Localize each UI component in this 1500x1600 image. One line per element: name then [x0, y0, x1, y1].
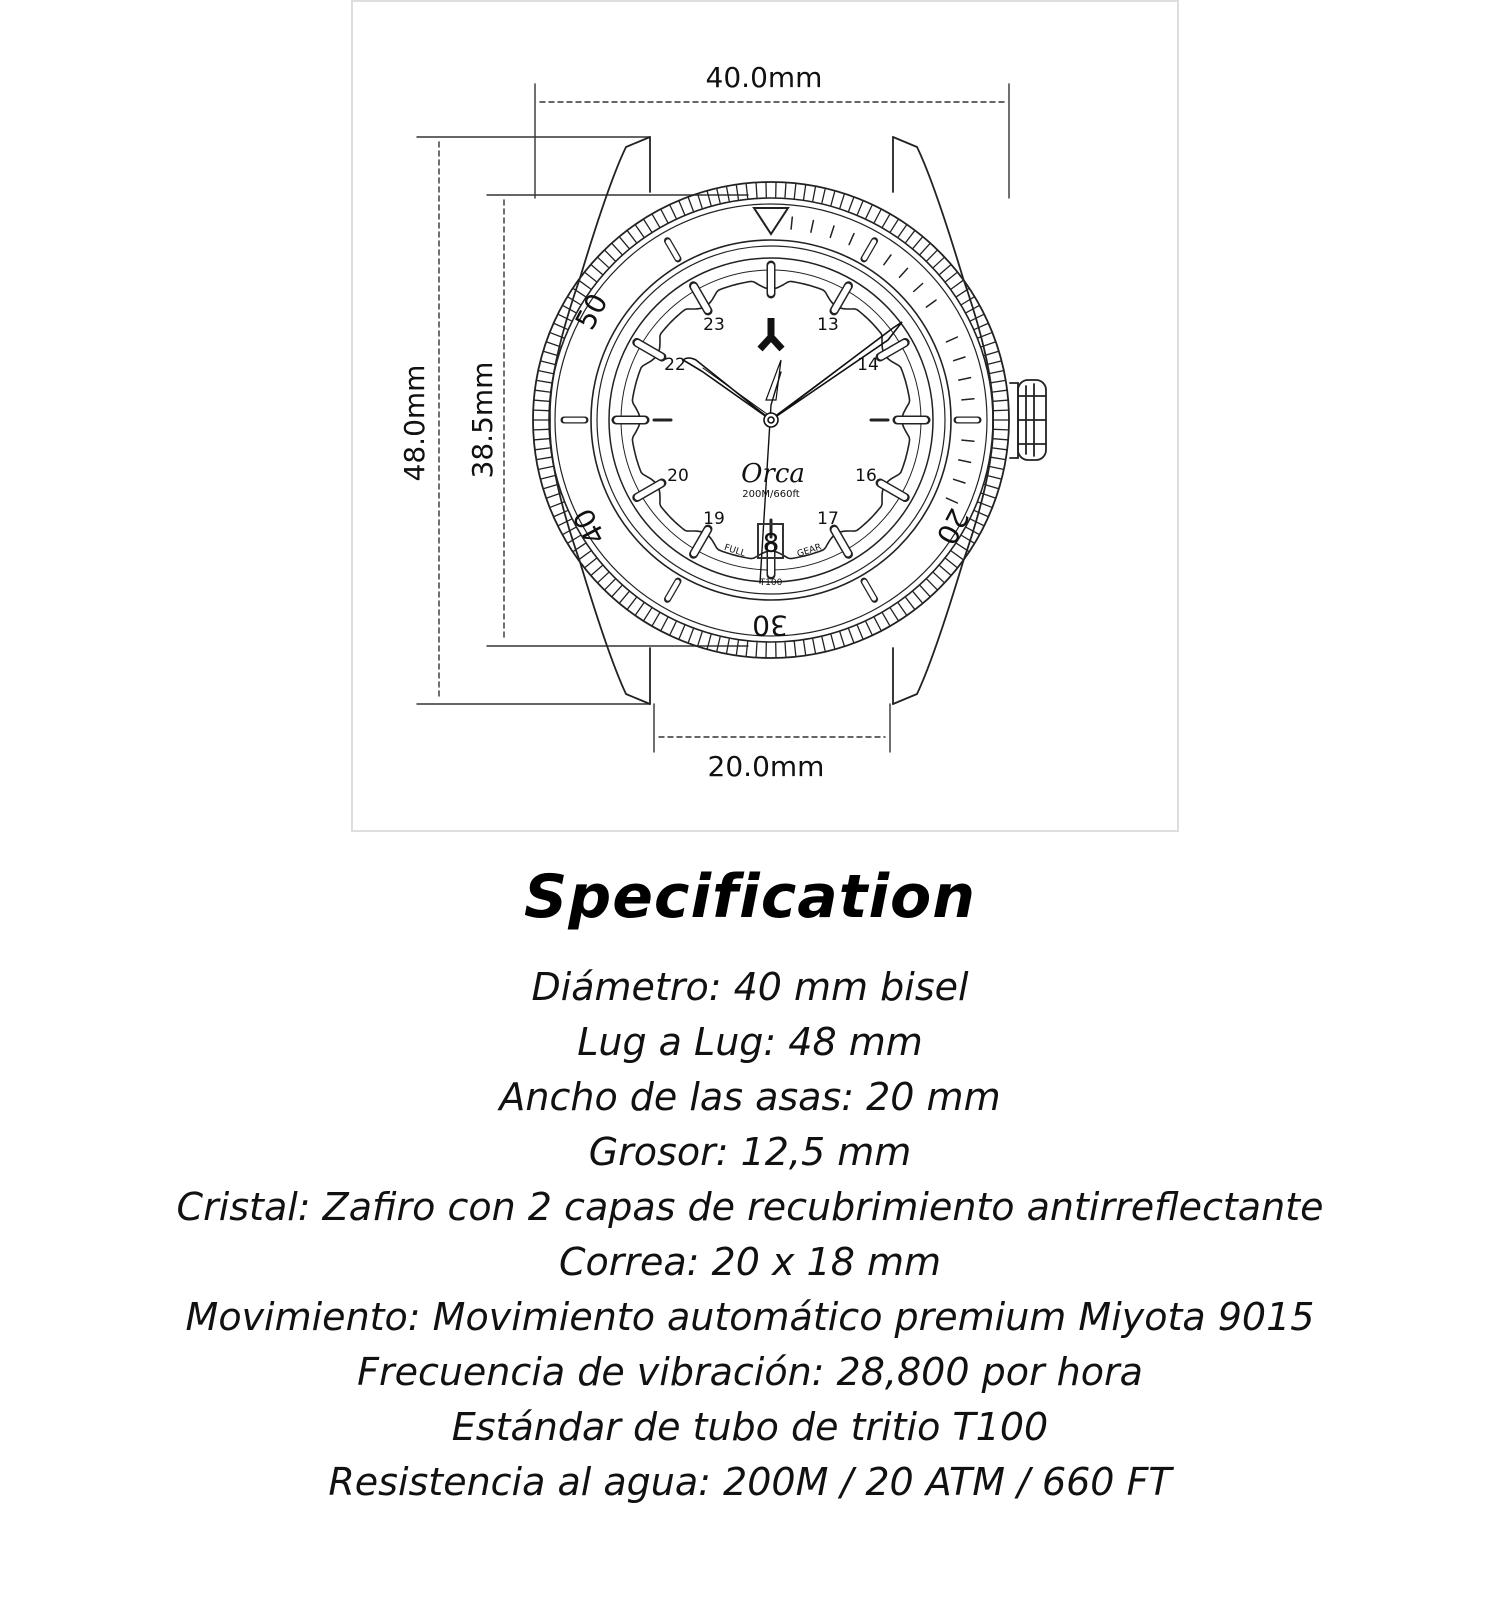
knurl-tick — [992, 390, 1006, 392]
hour-numeral-22: 22 — [664, 355, 686, 375]
spec-line-crystal: Cristal: Zafiro con 2 capas de recubrimiento antirreflectante — [176, 1185, 1324, 1229]
knurl-tick — [717, 637, 720, 651]
knurl-tick — [612, 244, 621, 254]
hour-numeral-17: 17 — [817, 509, 839, 529]
knurl-tick — [539, 371, 553, 374]
spec-line-diameter: Diámetro: 40 mm bisel — [531, 965, 969, 1009]
knurl-tick — [670, 622, 676, 635]
knurl-tick — [794, 642, 796, 656]
knurl-tick — [992, 448, 1006, 450]
knurl-tick — [598, 573, 608, 583]
bezel-minute-tick — [830, 226, 834, 237]
knurl-tick — [644, 608, 652, 620]
spec-line-frequency: Frecuencia de vibración: 28,800 por hora — [357, 1350, 1143, 1394]
knurl-tick — [913, 592, 922, 603]
knurl-tick — [653, 215, 660, 227]
knurl-tick — [934, 573, 944, 583]
knurl-tick — [756, 184, 757, 198]
knurl-tick — [541, 476, 555, 479]
knurl-tick — [940, 566, 951, 575]
knurl-tick — [605, 579, 615, 589]
knurl-tick — [927, 579, 937, 589]
knurl-tick — [547, 342, 560, 347]
knurl-tick — [987, 361, 1001, 364]
knurl-tick — [883, 613, 890, 625]
bezel-minute-tick — [811, 221, 814, 233]
knurl-tick — [989, 371, 1003, 374]
knurl-tick — [831, 635, 835, 649]
knurl-tick — [906, 231, 915, 242]
knurl-tick — [946, 559, 957, 568]
knurl-tick — [661, 210, 668, 222]
knurl-tick — [688, 629, 693, 642]
knurl-tick — [605, 251, 615, 261]
bezel-numeral-40: 40 — [566, 502, 613, 550]
knurl-tick — [670, 206, 676, 219]
knurl-tick — [756, 643, 757, 657]
knurl-tick — [547, 493, 560, 498]
knurl-tick — [975, 511, 988, 517]
knurl-tick — [535, 400, 549, 401]
knurl-tick — [874, 210, 881, 222]
case-width-label: 40.0mm — [705, 61, 823, 94]
dial-date: 8 — [762, 529, 780, 559]
knurl-tick — [951, 281, 962, 289]
knurl-tick — [985, 352, 998, 356]
knurl-tick — [592, 265, 603, 274]
spec-line-water-resistance: Resistencia al agua: 200M / 20 ATM / 660 FT — [328, 1460, 1172, 1504]
knurl-tick — [813, 187, 816, 201]
orca-logo-icon — [760, 318, 782, 349]
knurl-tick — [989, 466, 1003, 469]
knurl-tick — [661, 618, 668, 630]
hour-numeral-23: 23 — [703, 315, 725, 335]
knurl-tick — [544, 352, 557, 356]
knurl-tick — [688, 198, 693, 211]
case-diameter-label: 38.5mm — [466, 361, 499, 479]
knurl-tick — [975, 324, 988, 330]
dial-brand: Orca — [741, 459, 805, 489]
knurl-tick — [906, 598, 915, 609]
bezel-numeral-50: 50 — [568, 288, 615, 336]
bezel-minute-tick — [946, 337, 957, 342]
knurl-tick — [579, 281, 590, 289]
knurl-tick — [746, 184, 748, 198]
knurl-tick — [994, 410, 1008, 411]
knurl-tick — [534, 410, 548, 411]
knurl-tick — [679, 626, 684, 639]
bezel-minute-tick — [962, 399, 974, 400]
knurl-tick — [535, 439, 549, 440]
strap-width-label: 20.0mm — [707, 750, 825, 783]
knurl-tick — [707, 192, 711, 206]
knurl-tick — [598, 258, 608, 268]
knurl-tick — [934, 258, 944, 268]
knurl-tick — [804, 186, 806, 200]
bezel-triangle-pip — [754, 208, 788, 234]
spec-line-strap: Correa: 20 x 18 mm — [558, 1240, 942, 1284]
bezel-minute-tick — [946, 498, 957, 503]
knurl-tick — [857, 626, 862, 639]
knurl-tick — [785, 184, 786, 198]
knurl-tick — [891, 220, 899, 232]
knurl-tick — [679, 202, 684, 215]
dial-text-full: FULL — [722, 542, 747, 560]
bezel-minute-tick — [954, 357, 965, 361]
knurl-tick — [717, 189, 720, 203]
knurl-tick — [794, 184, 796, 198]
knurl-tick — [698, 632, 702, 645]
knurl-tick — [636, 603, 644, 615]
knurl-tick — [951, 551, 962, 559]
knurl-tick — [993, 400, 1007, 401]
spec-line-lug-width: Ancho de las asas: 20 mm — [499, 1075, 1001, 1119]
hour-hand — [683, 358, 771, 420]
hour-numeral-13: 13 — [817, 315, 839, 335]
knurl-tick — [866, 206, 872, 219]
knurl-tick — [920, 586, 929, 596]
bezel-minute-tick — [914, 284, 923, 292]
knurl-tick — [849, 629, 854, 642]
bezel-minute-tick — [791, 217, 792, 229]
knurl-tick — [736, 186, 738, 200]
knurl-tick — [698, 195, 702, 208]
knurl-tick — [579, 551, 590, 559]
knurl-tick — [592, 566, 603, 575]
bezel-numeral-20: 20 — [929, 502, 976, 550]
bezel-minute-tick — [884, 255, 891, 265]
knurl-tick — [866, 622, 872, 635]
bezel-minute-tick — [954, 479, 965, 483]
knurl-tick — [822, 637, 825, 651]
knurl-tick — [840, 195, 844, 208]
knurl-tick — [636, 225, 644, 237]
bezel-minute-tick — [926, 300, 936, 307]
knurl-tick — [840, 632, 844, 645]
spec-line-thickness: Grosor: 12,5 mm — [588, 1130, 912, 1174]
knurl-tick — [644, 220, 652, 232]
knurl-tick — [736, 641, 738, 655]
spec-line-movement: Movimiento: Movimiento automático premium Miyota 9015 — [185, 1295, 1315, 1339]
knurl-tick — [940, 265, 951, 274]
knurl-tick — [891, 608, 899, 620]
knurl-tick — [653, 613, 660, 625]
knurl-tick — [536, 390, 550, 392]
knurl-tick — [857, 202, 862, 215]
spec-line-tritium: Estándar de tubo de tritio T100 — [451, 1405, 1049, 1449]
bezel-minute-tick — [959, 460, 971, 463]
spec-line-lug-to-lug: Lug a Lug: 48 mm — [577, 1020, 923, 1064]
knurl-tick — [585, 273, 596, 282]
knurl-tick — [785, 643, 786, 657]
knurl-tick — [991, 381, 1005, 383]
knurl-tick — [946, 273, 957, 282]
dial-text-t100: T100 — [759, 578, 783, 588]
knurl-tick — [746, 642, 748, 656]
dial-text-gear: GEAR — [795, 542, 823, 560]
bezel-minute-tick — [959, 378, 971, 381]
knurl-tick — [874, 618, 881, 630]
bezel-minute-tick — [900, 268, 908, 277]
knurl-tick — [537, 381, 551, 383]
knurl-tick — [987, 476, 1001, 479]
hour-numeral-20: 20 — [667, 466, 689, 486]
knurl-tick — [849, 198, 854, 211]
knurl-tick — [585, 559, 596, 568]
knurl-tick — [831, 192, 835, 206]
knurl-tick — [537, 457, 551, 459]
knurl-tick — [813, 639, 816, 653]
knurl-tick — [927, 251, 937, 261]
bezel-minute-tick — [849, 234, 854, 245]
knurl-tick — [544, 485, 557, 489]
knurl-tick — [628, 231, 637, 242]
bezel-minute-tick — [962, 440, 974, 441]
knurl-tick — [883, 215, 890, 227]
lug-to-lug-label: 48.0mm — [398, 364, 431, 482]
knurl-tick — [804, 641, 806, 655]
knurl-tick — [993, 439, 1007, 440]
knurl-tick — [913, 237, 922, 248]
knurl-tick — [534, 429, 548, 430]
knurl-tick — [727, 187, 730, 201]
knurl-tick — [985, 485, 998, 489]
knurl-tick — [612, 586, 621, 596]
knurl-tick — [536, 448, 550, 450]
knurl-tick — [541, 361, 555, 364]
knurl-tick — [994, 429, 1008, 430]
hour-numeral-19: 19 — [703, 509, 725, 529]
knurl-tick — [620, 592, 629, 603]
knurl-tick — [620, 237, 629, 248]
spec-title: Specification — [524, 862, 976, 932]
knurl-tick — [539, 466, 553, 469]
bezel-numeral-30: 30 — [752, 609, 788, 642]
spec-list — [0, 960, 1500, 1510]
knurl-tick — [822, 189, 825, 203]
knurl-tick — [898, 225, 906, 237]
hour-numeral-16: 16 — [855, 466, 877, 486]
knurl-tick — [920, 244, 929, 254]
knurl-tick — [991, 457, 1005, 459]
knurl-tick — [957, 289, 969, 297]
knurl-tick — [898, 603, 906, 615]
knurl-tick — [628, 598, 637, 609]
hour-numeral-14: 14 — [857, 355, 879, 375]
dial-depth: 200M/660ft — [742, 489, 800, 500]
